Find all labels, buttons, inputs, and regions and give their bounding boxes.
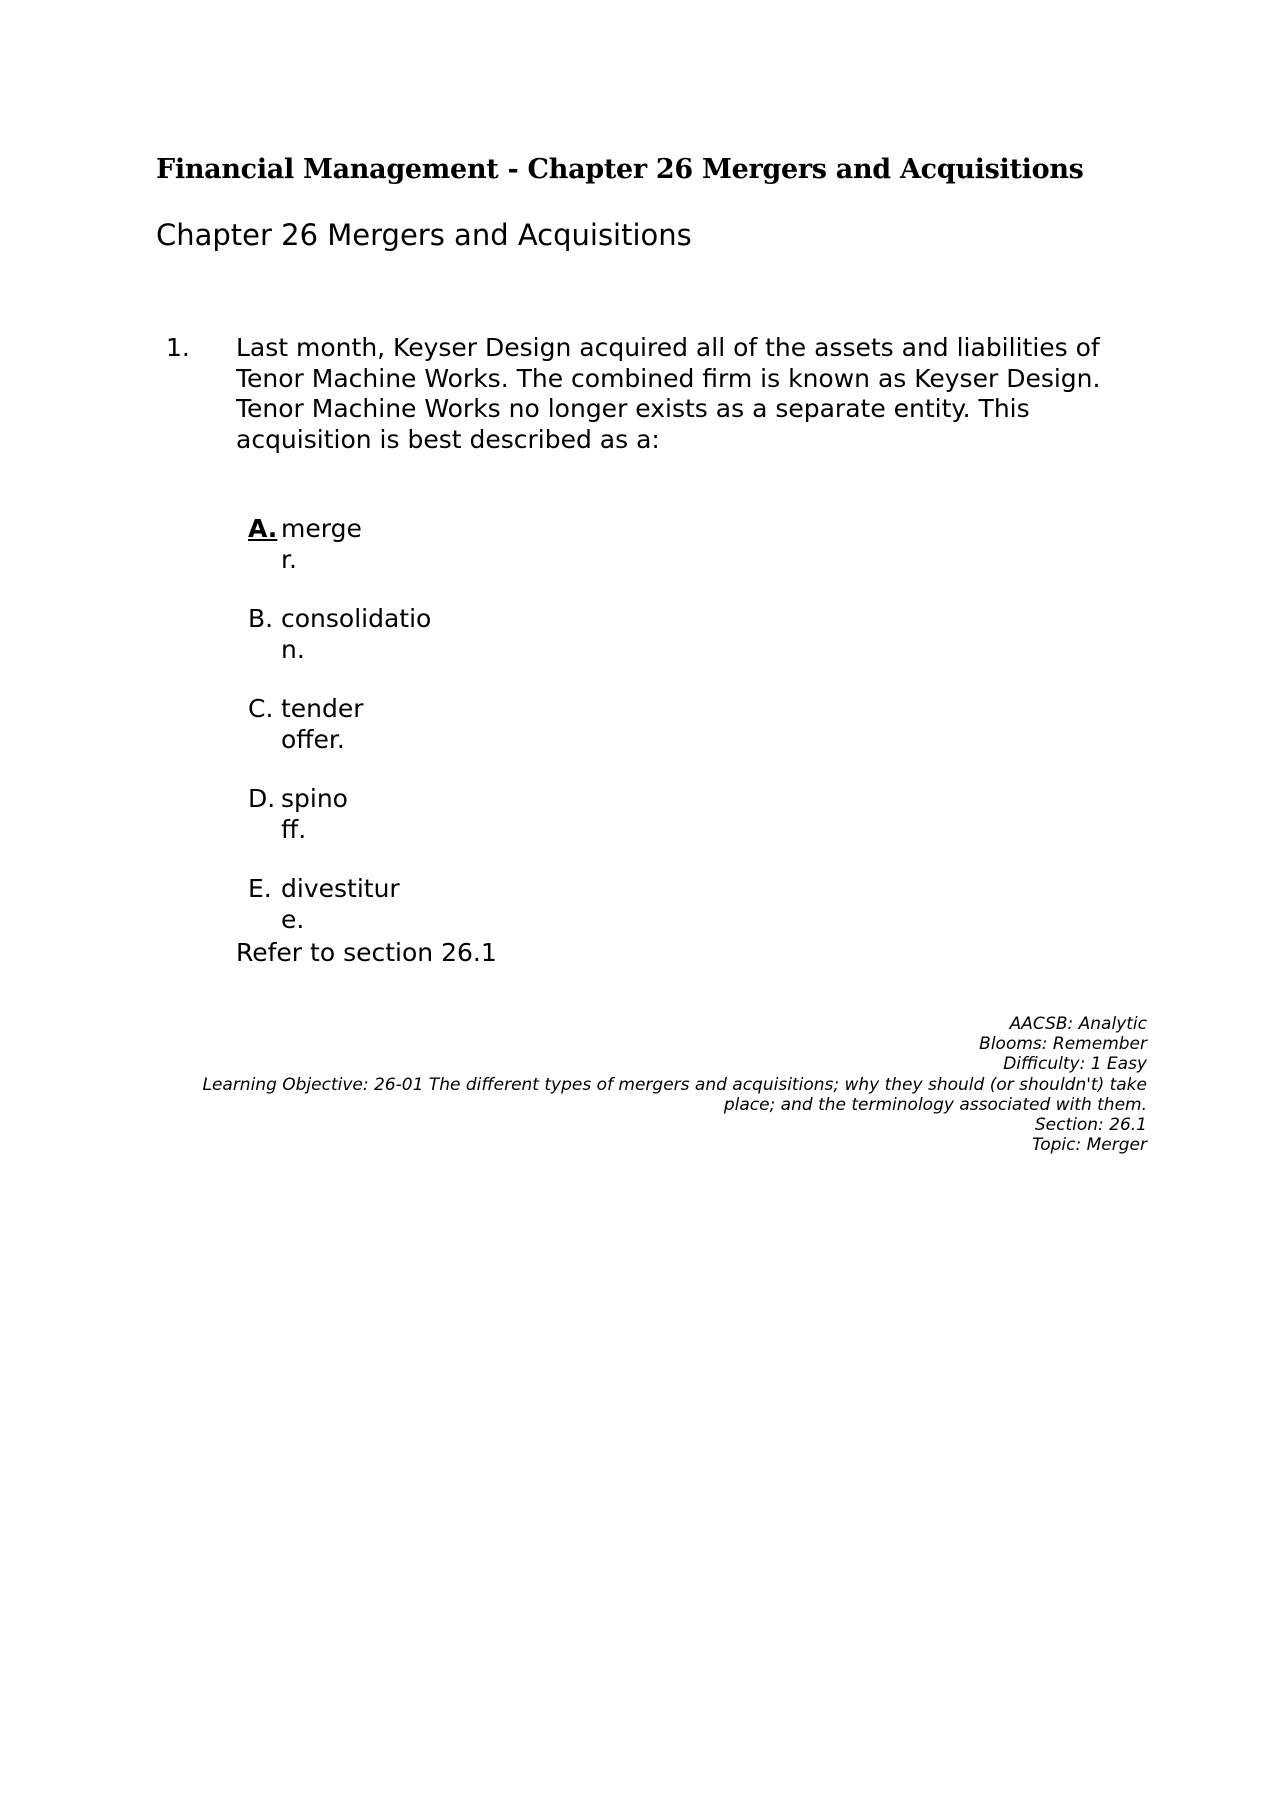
learning-objective-line2: place; and the terminology associated with them. [723,1094,1147,1115]
section-reference: Refer to section 26.1 [236,938,497,967]
topic-tag: Topic: Merger [1031,1135,1147,1156]
question-number: 1. [166,333,190,362]
choice-e-text: divestiture. [281,874,400,934]
choice-c-text: tender offer. [281,694,364,754]
choice-e-letter: E. [248,874,272,903]
choice-b-letter: B. [248,604,274,633]
choice-d-letter: D. [248,784,276,813]
choice-c-letter: C. [248,694,274,723]
choice-a-text: merger. [281,514,362,574]
question-metadata [147,1014,1147,1155]
difficulty-tag: Difficulty: 1 Easy [1003,1054,1147,1075]
document-header: Financial Management - Chapter 26 Mergers and Acquisitions [156,154,1084,185]
choice-b-text: consolidation. [281,604,432,664]
blooms-tag: Blooms: Remember [979,1034,1147,1055]
choice-d-text: spinoff. [281,784,348,844]
chapter-title: Chapter 26 Mergers and Acquisitions [156,218,692,252]
choice-a-letter: A. [248,514,278,543]
question-text: Last month, Keyser Design acquired all of the assets and liabilities of Tenor Machine Works. The combined firm is known as Keyser Design. Tenor Machine Works no longer exists as a separate entity. This acquisition is best described as a: [236,333,1101,454]
learning-objective-line1: Learning Objective: 26-01 The different types of mergers and acquisitions; why they should (or shouldn't) take [202,1074,1147,1095]
section-tag: Section: 26.1 [1034,1115,1147,1136]
aacsb-tag: AACSB: Analytic [1009,1014,1147,1034]
